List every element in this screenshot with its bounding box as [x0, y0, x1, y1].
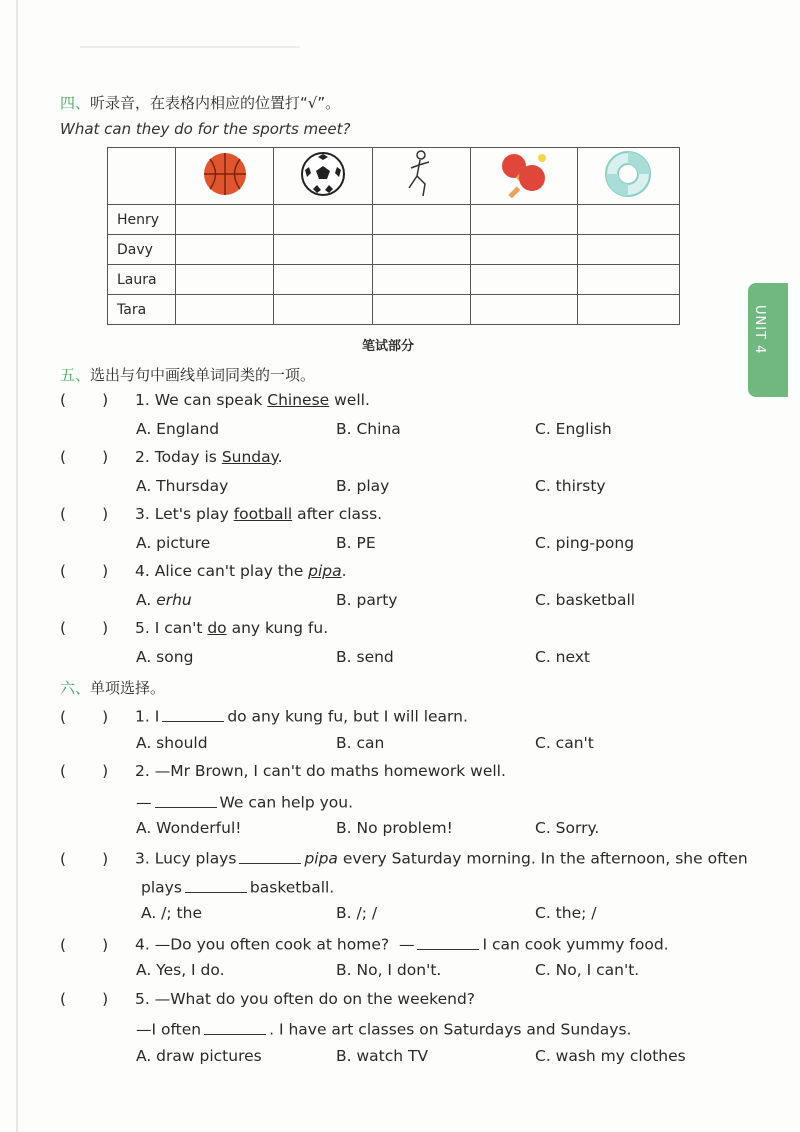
student-name: Tara	[108, 295, 176, 325]
answer-cell[interactable]	[274, 265, 372, 295]
option-c[interactable]: C. can't	[535, 734, 594, 752]
answer-cell[interactable]	[274, 235, 372, 265]
answer-cell[interactable]	[372, 295, 470, 325]
option-a[interactable]: A. England	[136, 420, 220, 438]
section6-title: 单项选择。	[90, 679, 166, 697]
option-c[interactable]: C. Sorry.	[535, 819, 600, 837]
answer-cell[interactable]	[176, 265, 274, 295]
q-number: 1.	[135, 707, 150, 726]
answer-cell[interactable]	[176, 205, 274, 235]
written-part-label: 笔试部分	[362, 339, 415, 354]
answer-paren-close: )	[102, 707, 109, 726]
option-b[interactable]: B. send	[336, 648, 394, 666]
basketball-cell	[176, 148, 274, 205]
table-row	[108, 265, 680, 295]
basketball-icon	[201, 150, 249, 198]
s6-question-5	[60, 990, 475, 1008]
football-cell	[274, 148, 372, 205]
s5-question-2	[60, 448, 283, 466]
fill-blank[interactable]	[417, 933, 479, 950]
sports-table	[107, 147, 680, 325]
table-corner-cell	[108, 148, 176, 205]
ping-pong-cell	[471, 148, 577, 205]
s6-question-1	[60, 705, 468, 726]
option-b[interactable]: B. China	[336, 420, 401, 438]
s6-question-3-line2	[141, 876, 334, 897]
table-row	[108, 295, 680, 325]
answer-cell[interactable]	[471, 265, 577, 295]
q-text: .	[341, 562, 347, 580]
answer-paren-close: )	[102, 990, 109, 1008]
option-a[interactable]: A. Thursday	[136, 477, 229, 495]
answer-cell[interactable]	[577, 265, 679, 295]
answer-paren-close: )	[102, 505, 109, 523]
section4-number: 四、	[60, 94, 91, 112]
s5-question-3	[60, 505, 382, 523]
answer-cell[interactable]	[372, 235, 470, 265]
q-text: I can't	[154, 619, 208, 637]
option-b[interactable]: B. /; /	[336, 904, 378, 922]
option-a[interactable]: A. draw pictures	[136, 1047, 262, 1065]
answer-cell[interactable]	[577, 235, 679, 265]
option-a[interactable]: A. should	[136, 734, 208, 752]
q-number: 5.	[135, 990, 150, 1008]
option-b[interactable]: B. can	[336, 734, 385, 752]
swim-ring-cell	[577, 148, 679, 205]
q-text: —What do you often do on the weekend?	[154, 990, 476, 1008]
q-text: We can help you.	[219, 793, 353, 812]
answer-paren-close: )	[102, 762, 109, 780]
answer-cell[interactable]	[471, 235, 577, 265]
q-text: —Do you often cook at home?	[154, 935, 390, 954]
answer-cell[interactable]	[577, 295, 679, 325]
answer-cell[interactable]	[471, 295, 577, 325]
answer-paren-close: )	[102, 562, 109, 580]
student-name: Davy	[108, 235, 176, 265]
unit-tab-label: UNIT 4	[752, 305, 767, 355]
option-c[interactable]: C. wash my clothes	[535, 1047, 686, 1065]
s6-question-5-line2	[136, 1018, 631, 1039]
answer-cell[interactable]	[274, 295, 372, 325]
s5-question-5	[60, 619, 328, 637]
q-text: I can cook yummy food.	[482, 935, 669, 954]
dash: —	[136, 793, 152, 812]
option-c[interactable]: C. the; /	[535, 904, 597, 922]
q-text: any kung fu.	[226, 619, 329, 637]
option-b[interactable]: B. No, I don't.	[336, 961, 442, 979]
ping-pong-icon	[498, 150, 550, 198]
q-number: 1.	[135, 391, 150, 409]
option-a-label: A. erhu	[136, 591, 192, 609]
table-row	[108, 205, 680, 235]
fill-blank[interactable]	[204, 1018, 266, 1035]
q-text: plays	[141, 878, 182, 897]
option-c[interactable]: C. basketball	[535, 591, 636, 609]
answer-paren-open[interactable]: (	[60, 762, 67, 780]
option-b[interactable]: B. watch TV	[336, 1047, 429, 1065]
fill-blank[interactable]	[162, 705, 224, 722]
s6-question-3	[60, 847, 748, 868]
s5-question-1	[60, 391, 370, 409]
option-b[interactable]: B. play	[336, 477, 390, 495]
table-row	[108, 235, 680, 265]
answer-paren-open[interactable]: (	[60, 505, 67, 523]
s6-question-2	[60, 762, 506, 780]
fill-blank[interactable]	[239, 847, 301, 864]
q-number: 5.	[135, 619, 150, 637]
q-number: 2.	[135, 762, 150, 780]
section4-subtitle: What can they do for the sports meet?	[60, 120, 351, 138]
q-text: basketball.	[249, 878, 335, 897]
answer-paren-open[interactable]: (	[60, 707, 67, 726]
option-a[interactable]: A. Wonderful!	[136, 819, 242, 837]
q-text: every Saturday morning. In the afternoon, she often	[342, 849, 748, 868]
q-text: —I often	[136, 1020, 202, 1039]
q-text: I	[154, 707, 160, 726]
q-number: 4.	[135, 562, 150, 580]
section6-number: 六、	[60, 679, 91, 697]
student-name: Henry	[108, 205, 176, 235]
fill-blank[interactable]	[185, 876, 247, 893]
answer-paren-close: )	[102, 849, 109, 868]
q-text: —Mr Brown, I can't do maths homework well.	[154, 762, 506, 780]
unit-side-tab[interactable]	[748, 283, 788, 397]
answer-paren-open[interactable]: (	[60, 935, 67, 954]
q-text: .	[277, 448, 283, 466]
header-line	[80, 46, 300, 48]
answer-paren-close: )	[102, 391, 109, 409]
option-a[interactable]: A. Yes, I do.	[136, 961, 225, 979]
q-number: 2.	[135, 448, 150, 466]
s6-question-2-line2	[136, 791, 353, 812]
answer-paren-open[interactable]: (	[60, 849, 67, 868]
option-c[interactable]: C. next	[535, 648, 591, 666]
underlined-word: pipa	[308, 562, 342, 580]
option-c[interactable]: C. thirsty	[535, 477, 606, 495]
answer-paren-open[interactable]: (	[60, 391, 67, 409]
q-text: well.	[329, 391, 370, 409]
option-c[interactable]: C. No, I can't.	[535, 961, 640, 979]
answer-cell[interactable]	[577, 205, 679, 235]
underlined-word: Chinese	[267, 391, 330, 409]
option-b[interactable]: B. PE	[336, 534, 376, 552]
option-a[interactable]: A. song	[136, 648, 194, 666]
fill-blank[interactable]	[155, 791, 217, 808]
q-text: do any kung fu, but I will learn.	[227, 707, 468, 726]
option-a[interactable]: A. picture	[136, 534, 211, 552]
option-a[interactable]: A. /; the	[141, 904, 202, 922]
q-text: Let's play	[154, 505, 234, 523]
answer-paren-open[interactable]: (	[60, 990, 67, 1008]
running-icon	[397, 148, 445, 200]
s6-question-4	[60, 933, 669, 954]
option-b[interactable]: B. party	[336, 591, 398, 609]
section5-title: 选出与句中画线单词同类的一项。	[90, 366, 316, 384]
section5-heading	[60, 364, 315, 385]
football-icon	[299, 150, 347, 198]
page-edge	[16, 0, 18, 1132]
section5-number: 五、	[60, 366, 91, 384]
answer-paren-open[interactable]: (	[60, 562, 67, 580]
answer-paren-close: )	[102, 619, 109, 637]
q-text: . I have art classes on Saturdays and Sundays.	[269, 1020, 632, 1039]
answer-cell[interactable]	[372, 205, 470, 235]
q-number: 4.	[135, 935, 150, 954]
dash: —	[398, 935, 415, 954]
answer-paren-close: )	[102, 448, 109, 466]
option-b[interactable]: B. No problem!	[336, 819, 453, 837]
q-text: We can speak	[154, 391, 268, 409]
q-text: Alice can't play the	[154, 562, 309, 580]
section4-heading	[60, 92, 340, 113]
section6-heading	[60, 677, 165, 698]
option-a[interactable]	[136, 591, 192, 609]
q-text-italic: pipa	[304, 849, 338, 868]
running-cell	[372, 148, 470, 205]
answer-cell[interactable]	[176, 235, 274, 265]
answer-paren-close: )	[102, 935, 109, 954]
answer-paren-open[interactable]: (	[60, 448, 67, 466]
underlined-word: football	[233, 505, 293, 523]
answer-cell[interactable]	[274, 205, 372, 235]
option-c[interactable]: C. ping-pong	[535, 534, 635, 552]
option-c[interactable]: C. English	[535, 420, 612, 438]
q-text: Lucy plays	[154, 849, 237, 868]
q-number: 3.	[135, 505, 150, 523]
student-name: Laura	[108, 265, 176, 295]
answer-cell[interactable]	[176, 295, 274, 325]
underlined-word: do	[207, 619, 227, 637]
s5-question-4	[60, 562, 347, 580]
q-text: Today is	[154, 448, 222, 466]
swim-ring-icon	[603, 149, 653, 199]
q-text: after class.	[292, 505, 383, 523]
answer-paren-open[interactable]: (	[60, 619, 67, 637]
section4-title: 听录音，在表格内相应的位置打“√”。	[90, 94, 341, 112]
answer-cell[interactable]	[372, 265, 470, 295]
q-number: 3.	[135, 849, 150, 868]
answer-cell[interactable]	[471, 205, 577, 235]
underlined-word: Sunday	[221, 448, 278, 466]
